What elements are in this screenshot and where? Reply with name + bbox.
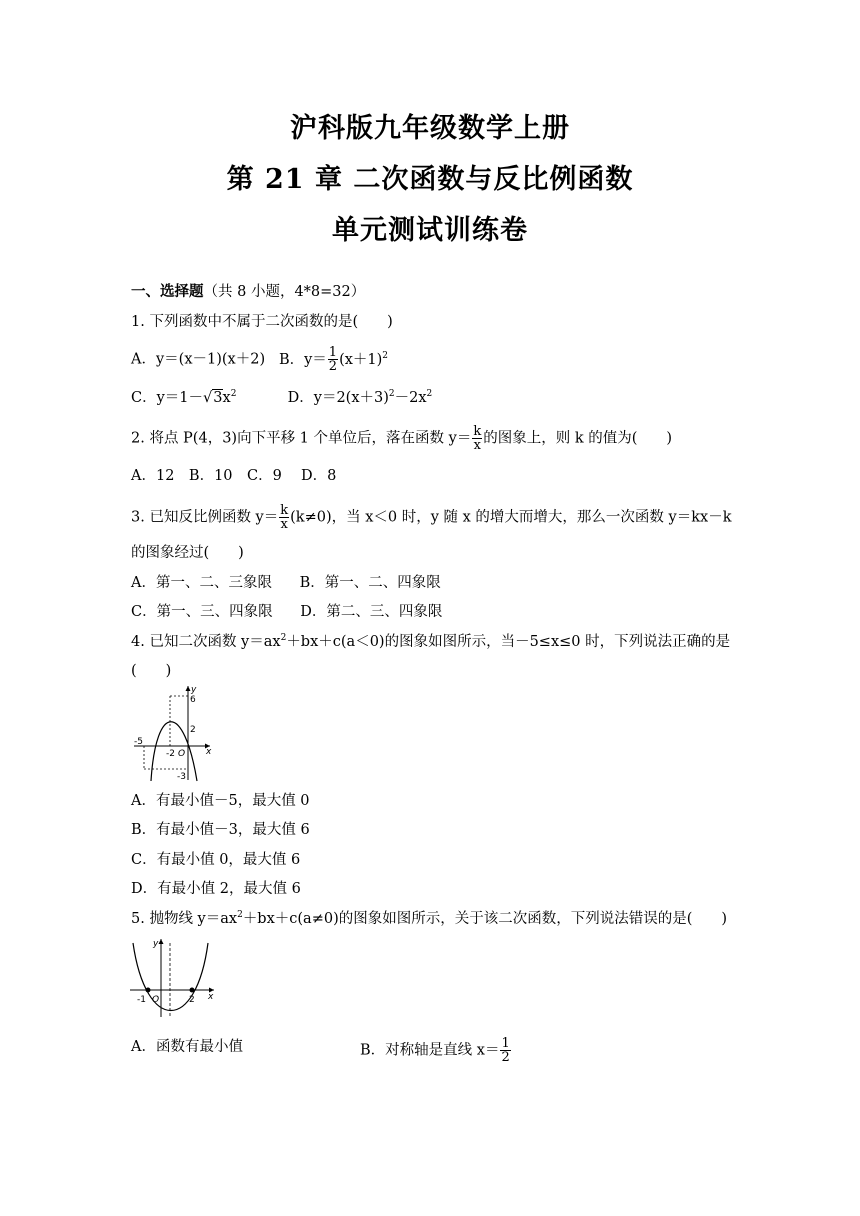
q5-stem: 5. 抛物线 $y=ax^2+bx+c(a\ne 0)$的图象如图所示，关于该二次函数，下列说法错误的是( ) (131, 910, 728, 927)
q4-option-d: D．有最小值 2，最大值 6 (131, 881, 301, 897)
tick-minus3: -3 (177, 772, 186, 782)
doc-title-line2: 第 21 章 二次函数与反比例函数 (226, 164, 634, 195)
fraction: $\frac{1}{2}$ (328, 345, 338, 374)
q4-option-c: C．有最小值 0，最大值 6 (131, 852, 301, 868)
q1-option-c: C．$y=1-√3x^2$ (131, 389, 237, 406)
axis-label-x: x (206, 747, 212, 757)
q3-option-b: B．第一、二、四象限 (299, 575, 441, 591)
q3-options-ab (131, 573, 441, 593)
q3-option-a: A．第一、二、三象限 (131, 575, 272, 591)
q3-option-c: C．第一、三、四象限 (131, 604, 273, 620)
doc-title-line1: 沪科版九年级数学上册 (290, 113, 570, 144)
tick-minus2: -2 (166, 749, 175, 759)
tick-2: 2 (189, 995, 195, 1005)
axis-label-x: x (208, 992, 214, 1002)
axis-label-y: y (191, 685, 197, 695)
fraction: $\frac{k}{x}$ (280, 503, 289, 532)
origin-label: O (152, 995, 160, 1005)
tick-minus1: -1 (137, 995, 146, 1005)
q3-option-d: D．第二、三、四象限 (300, 604, 443, 620)
q1-option-b: B．y＝ $\frac{1}{2}$ $(x+1)^2$ (278, 345, 389, 374)
q3-stem-line2: 的图象经过( ) (131, 545, 244, 561)
tick-6: 6 (190, 695, 196, 705)
q5-option-b: B．对称轴是直线 x＝ $\frac{1}{2}$ (360, 1036, 510, 1065)
q1-option-a: A．y＝(x－1)(x＋2) (131, 351, 266, 368)
doc-title-line3: 单元测试训练卷 (332, 215, 528, 246)
fraction: $\frac{1}{2}$ (501, 1036, 510, 1065)
q2-options: A．12 B．10 C．9 D．8 (131, 468, 337, 484)
q5-option-a: A．函数有最小值 (131, 1039, 243, 1055)
q1-options-cd (131, 388, 432, 408)
tick-2: 2 (190, 725, 196, 735)
section-heading (131, 282, 365, 302)
section-note: （共 8 小题，4*8=32） (203, 284, 366, 300)
tick-minus5: -5 (134, 737, 143, 747)
fraction: $\frac{k}{x}$ (473, 424, 482, 453)
q4-stem: 4. 已知二次函数 $y=ax^2+bx+c(a<0)$的图象如图所示，当－5≤x≤0 时，下列说法正确的是 (131, 633, 731, 650)
q5-parabola-figure (128, 935, 220, 1019)
section-title: 一、选择题 (131, 283, 204, 300)
q1-options-ab (131, 346, 388, 373)
q4-stem-line2: ( ) (131, 663, 172, 679)
root-point-minus1 (146, 988, 151, 993)
axis-label-y: y (153, 939, 159, 949)
q2-stem: 2. 将点 P(4，3)向下平移 1 个单位后，落在函数 y＝ $\frac{k}{x}$ 的图象上，则 k 的值为( ) (131, 424, 673, 453)
q3-options-cd (131, 602, 442, 622)
q3-stem: 3. 已知反比例函数 y＝ $\frac{k}{x}$ (k≠0)，当 x＜0 时，y 随 x 的增大而增大，那么一次函数 y＝kx－k (131, 503, 732, 532)
q4-option-b: B．有最小值－3，最大值 6 (131, 822, 310, 838)
origin-label: O (178, 749, 186, 759)
q1-stem: 1. 下列函数中不属于二次函数的是( ) (131, 314, 393, 330)
root-point-2 (190, 988, 195, 993)
q4-option-a: A．有最小值－5，最大值 0 (131, 793, 310, 809)
q4-parabola-figure (130, 682, 216, 782)
q1-option-d: D．$y=2(x+3)^2-2x^2$ (287, 389, 433, 406)
